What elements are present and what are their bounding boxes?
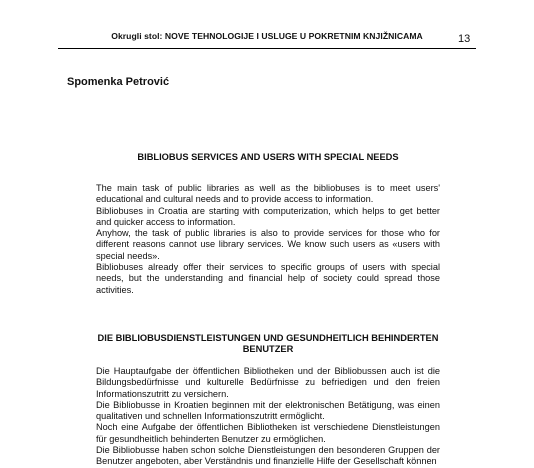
- abstract-english: [96, 183, 440, 296]
- abstract-paragraph: Bibliobuses in Croatia are starting with computerization, which helps to get better and quicker access to information.: [96, 205, 440, 227]
- abstract-paragraph: Die Bibliobusse in Kroatien beginnen mit der elektronischen Betätigung, was einen qualitativen und schnellen Informationszutritt ermöglicht.: [96, 399, 440, 422]
- page-number: 13: [458, 33, 471, 45]
- abstract-paragraph: Die Hauptaufgabe der öffentlichen Bibliotheken und der Bibliobussen auch ist die Bildungsbedürfnisse und kulturelle Bedürfnisse zu befriedigen und den freien Informationszutritt zu versichern.: [96, 366, 440, 399]
- abstract-paragraph: Bibliobuses already offer their services to specific groups of users with special needs, but the understanding and financial help of society could spread those activities.: [96, 262, 440, 295]
- abstract-paragraph: The main task of public libraries as well as the bibliobuses is to meet users' educational and cultural needs and to provide access to information.: [96, 183, 440, 205]
- abstract-paragraph: Anyhow, the task of public libraries is also to provide services for those who for different reasons cannot use library services. We know such users as «users with special needs».: [96, 228, 440, 261]
- section-title-english: BIBLIOBUS SERVICES AND USERS WITH SPECIAL NEEDS: [137, 152, 399, 162]
- abstract-german: [96, 366, 440, 468]
- abstract-paragraph: Die Bibliobusse haben schon solche Dienstleistungen den besonderen Gruppen der Benutzer angeboten, aber Verständnis und finanzielle Hilfe der Gesellschaft können: [96, 445, 440, 467]
- abstract-paragraph: Noch eine Aufgabe der öffentlichen Bibliotheken ist verschiedene Dienstleistungen für gesundheitlich behinderten Benutzer zu ermöglichen.: [96, 422, 440, 444]
- running-header: [58, 28, 476, 49]
- running-title: Okrugli stol: NOVE TEHNOLOGIJE I USLUGE U POKRETNIM KNJIŽNICAMA: [111, 31, 423, 41]
- author-name: Spomenka Petrović: [67, 76, 170, 88]
- section-title-german: DIE BIBLIOBUSDIENSTLEISTUNGEN UND GESUNDHEITLICH BEHINDERTEN BENUTZER: [97, 333, 439, 354]
